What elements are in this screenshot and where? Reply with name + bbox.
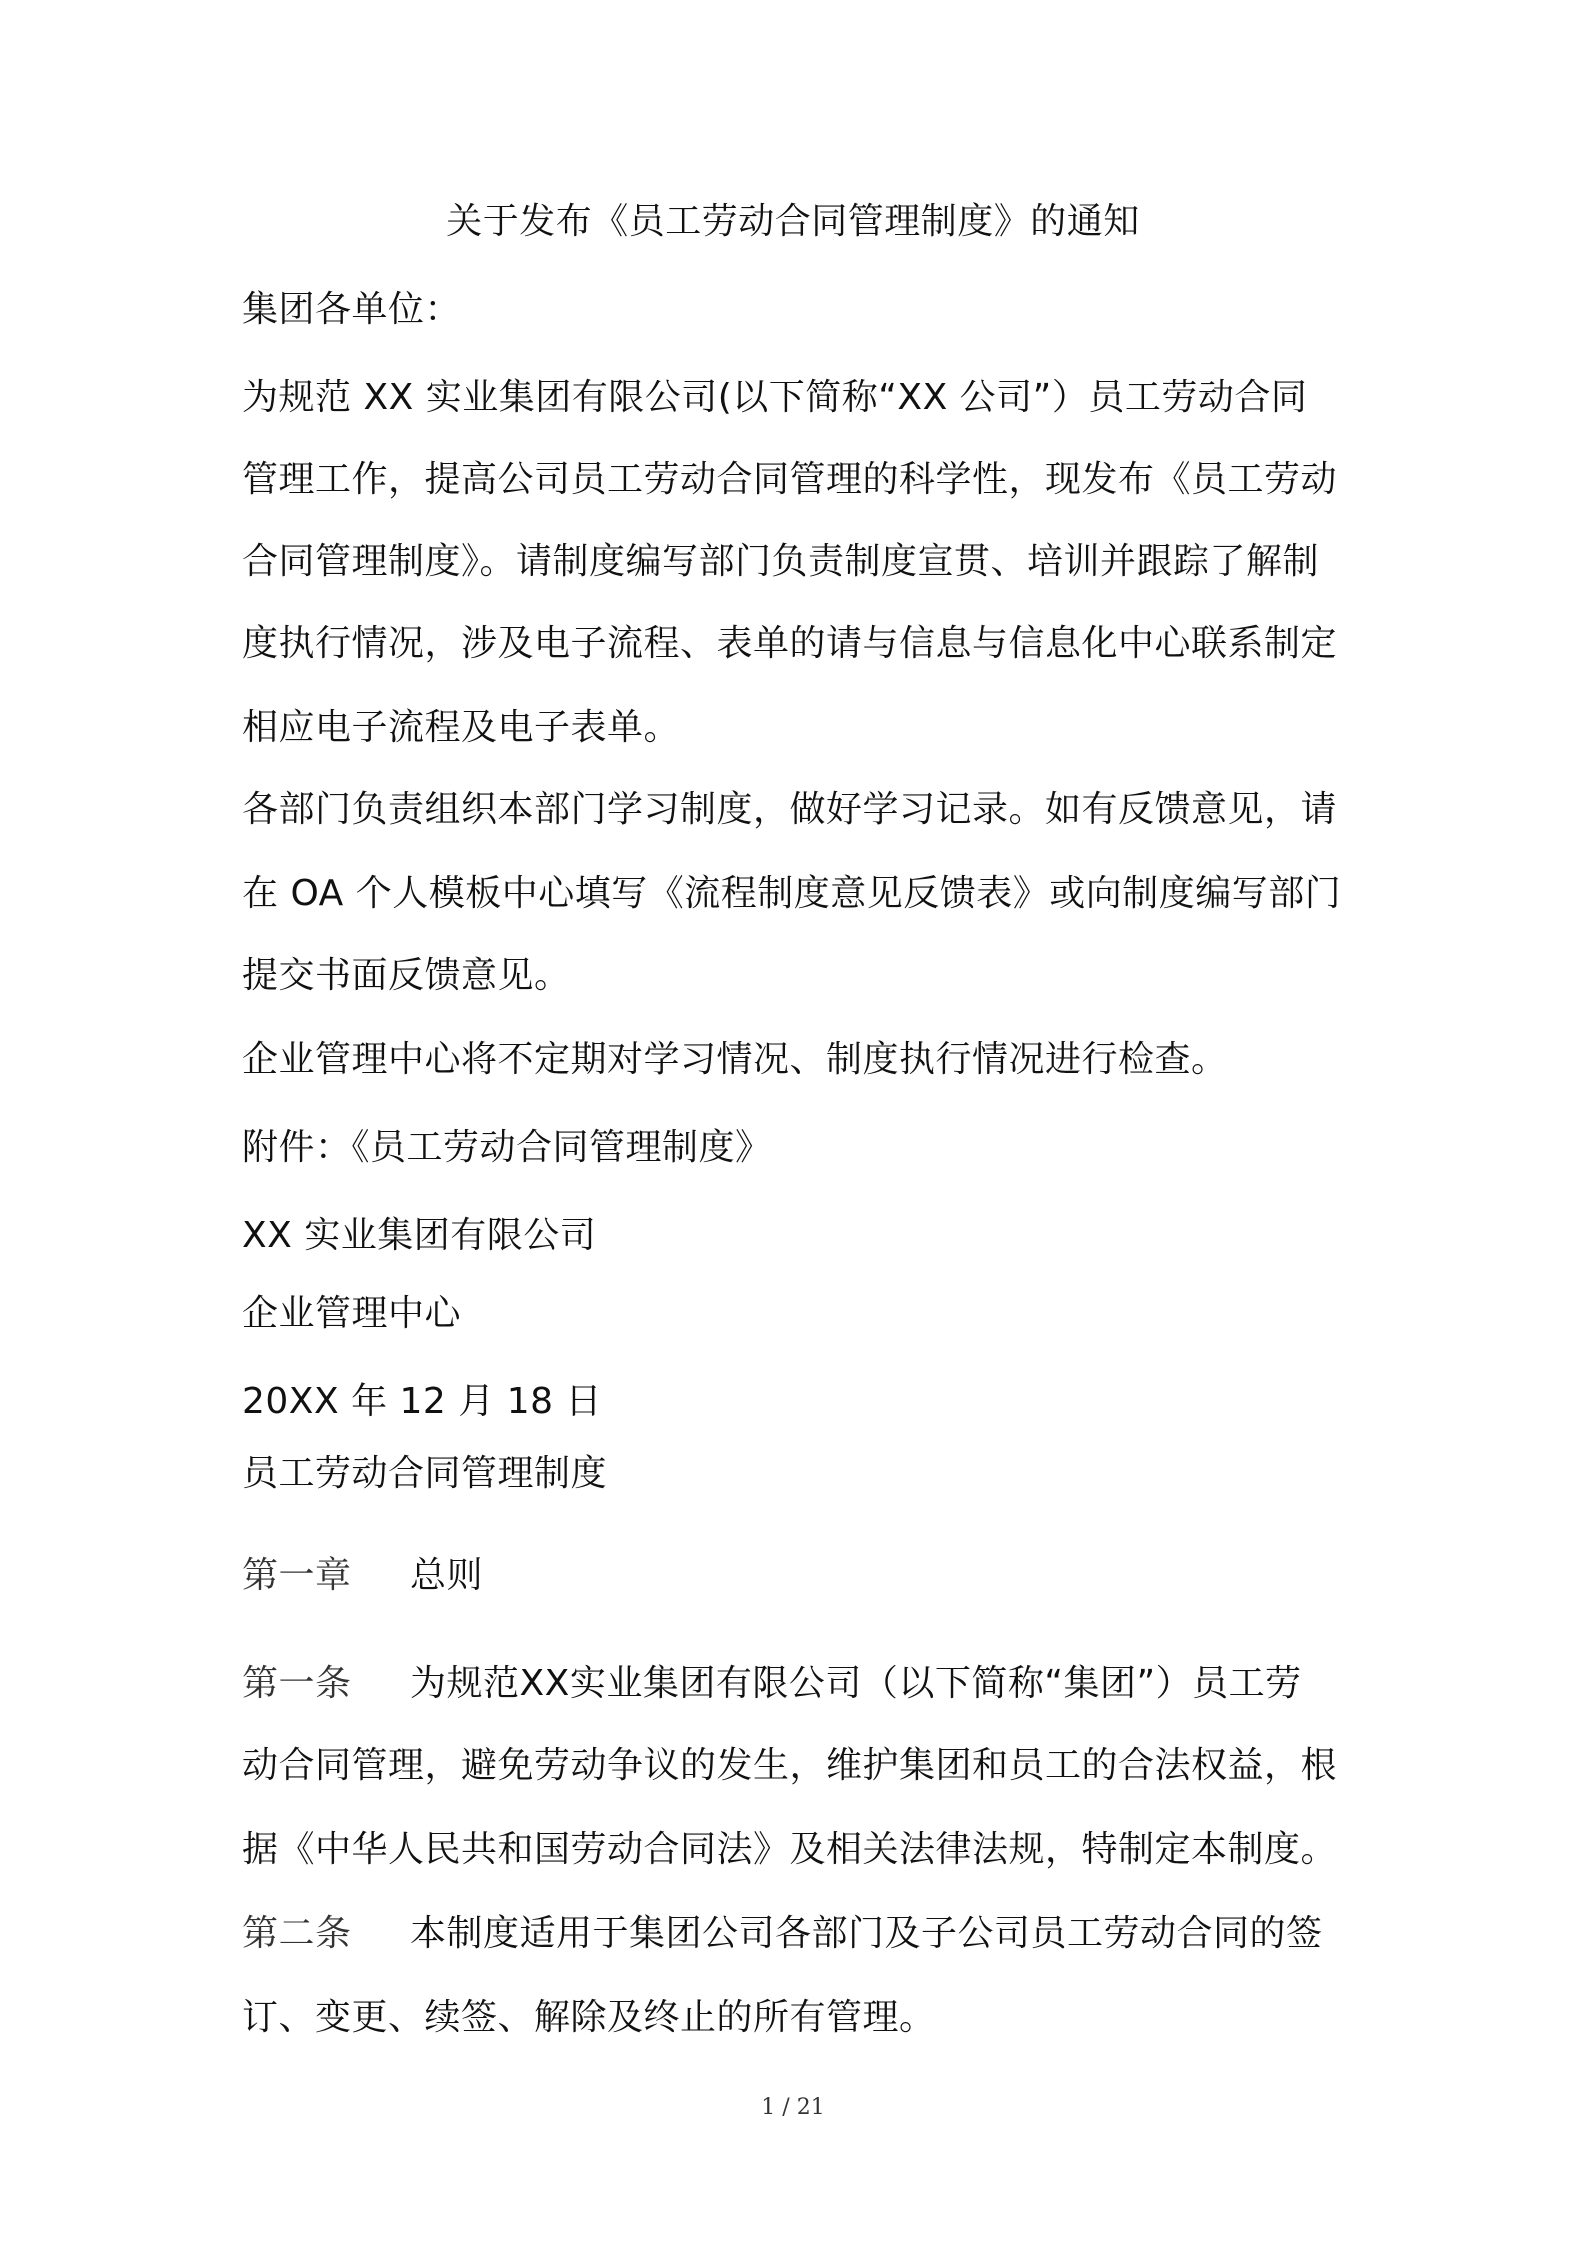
notice-date: 20XX 年 12 月 18 日 <box>242 1381 602 1422</box>
article-2-line-2: 订、变更、续签、解除及终止的所有管理。 <box>242 1997 936 2038</box>
article-2-line-1 <box>242 1912 1323 1956</box>
notice-paragraph-3: 企业管理中心将不定期对学习情况、制度执行情况进行检查。 <box>242 1039 1228 1080</box>
chapter-1-label: 第一章 <box>242 1555 352 1596</box>
article-1-line-1 <box>242 1662 1302 1706</box>
article-2-label: 第二条 <box>242 1913 352 1954</box>
notice-paragraph-1-line-3: 合同管理制度》。请制度编写部门负责制度宣贯、培训并跟踪了解制 <box>242 541 1320 582</box>
regulation-title: 员工劳动合同管理制度 <box>242 1453 608 1494</box>
article-1-line-3: 据《中华人民共和国劳动合同法》及相关法律法规，特制定本制度。 <box>242 1829 1338 1870</box>
notice-paragraph-2-line-1: 各部门负责组织本部门学习制度，做好学习记录。如有反馈意见，请 <box>242 789 1338 830</box>
notice-salutation: 集团各单位： <box>242 289 462 330</box>
article-1-line-2: 动合同管理，避免劳动争议的发生，维护集团和员工的合法权益，根 <box>242 1745 1338 1786</box>
notice-paragraph-1-line-1: 为规范 XX 实业集团有限公司(以下简称“XX 公司”）员工劳动合同 <box>242 377 1308 418</box>
notice-paragraph-1-line-4: 度执行情况，涉及电子流程、表单的请与信息与信息化中心联系制定 <box>242 623 1338 664</box>
article-1-label: 第一条 <box>242 1663 352 1704</box>
article-1-text-1: 为规范XX实业集团有限公司（以下简称“集团”）员工劳 <box>410 1663 1302 1704</box>
notice-paragraph-1-line-5: 相应电子流程及电子表单。 <box>242 707 681 748</box>
notice-attachment: 附件：《员工劳动合同管理制度》 <box>242 1127 772 1168</box>
signature-department: 企业管理中心 <box>242 1293 462 1334</box>
chapter-1-heading <box>242 1554 483 1598</box>
page-number: 1 / 21 <box>761 2095 825 2120</box>
article-2-text-1: 本制度适用于集团公司各部门及子公司员工劳动合同的签 <box>410 1913 1323 1954</box>
notice-paragraph-2-line-2: 在 OA 个人模板中心填写《流程制度意见反馈表》或向制度编写部门 <box>242 873 1342 914</box>
signature-company: XX 实业集团有限公司 <box>242 1215 597 1256</box>
notice-paragraph-2-line-3: 提交书面反馈意见。 <box>242 955 571 996</box>
chapter-1-title: 总则 <box>410 1555 484 1596</box>
notice-title: 关于发布《员工劳动合同管理制度》的通知 <box>446 201 1140 242</box>
notice-paragraph-1-line-2: 管理工作，提高公司员工劳动合同管理的科学性，现发布《员工劳动 <box>242 459 1338 500</box>
